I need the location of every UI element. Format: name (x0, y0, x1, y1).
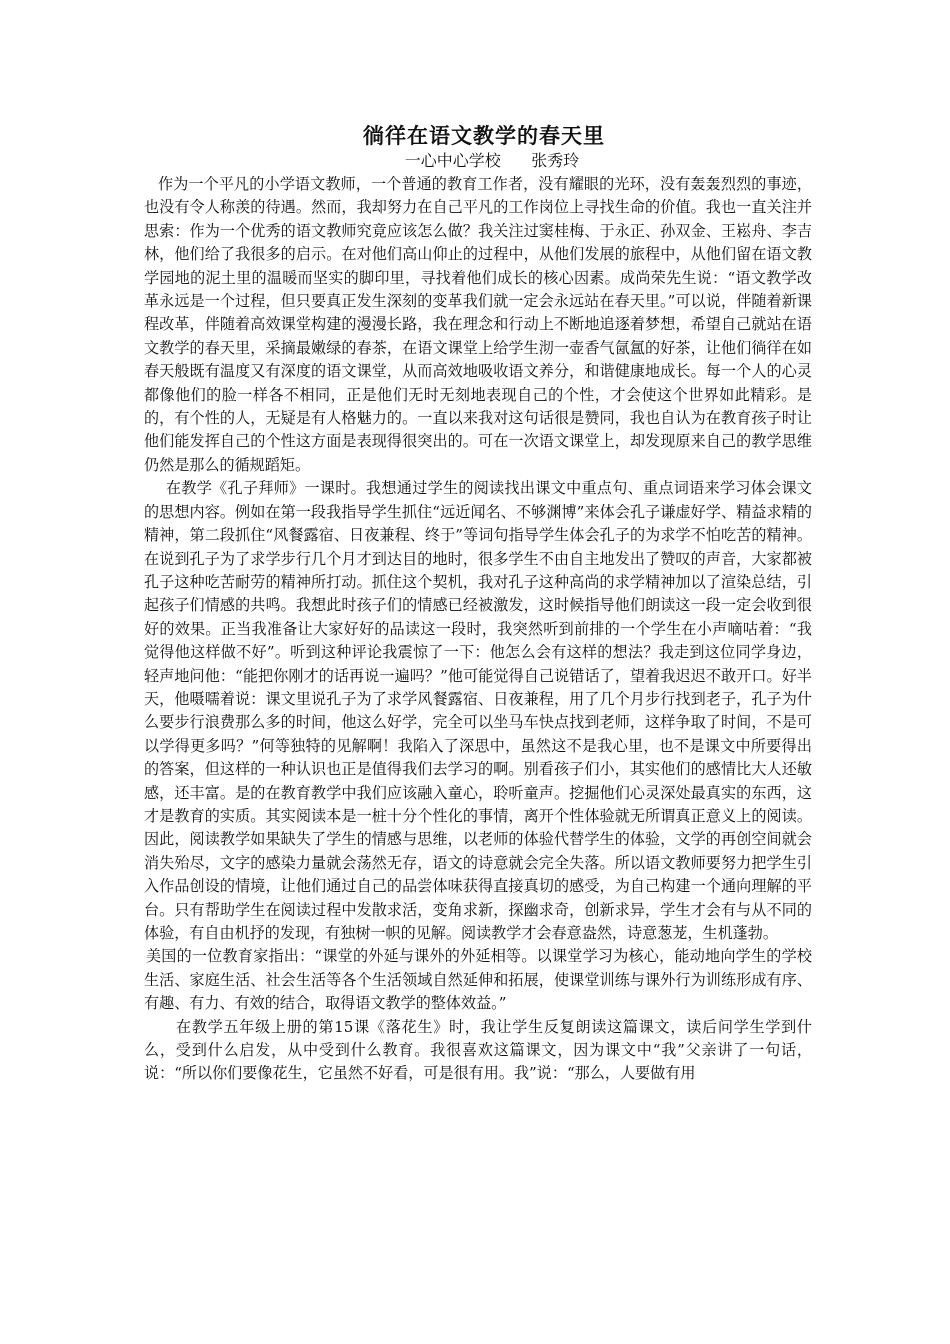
document-title: 徜徉在语文教学的春天里 (363, 123, 605, 148)
author-byline: 一心中心学校 张秀玲 (404, 151, 580, 170)
paragraph-intro: 作为一个平凡的小学语文教师，一个普通的教育工作者，没有耀眼的光环，没有轰轰烈烈的事迹，也没有令人称羡的待遇。然而，我却努力在自己平凡的工作岗位上寻找生命的价值。我也一直关注并思索：作为一个优秀的语文教师究竟应该怎么做？我关注过窦桂梅、于永正、孙双金、王崧舟、李吉林，他们给了我很多的启示。在对他们高山仰止的过程中，从他们发展的旅程中，从他们留在语文教学园地的泥土里的温暖而坚实的脚印里，寻找着他们成长的核心因素。成尚荣先生说：“语文教学改革永远是一个过程，但只要真正发生深刻的变革我们就一定会永远站在春天里。”可以说，伴随着新课程改革，伴随着高效课堂构建的漫漫长路，我在理念和行动上不断地追逐着梦想，希望自己就站在语文教学的春天里，采摘最嫩绿的春茶，在语文课堂上给学生沏一壶香气氤氲的好茶，让他们徜徉在如春天般既有温度又有深度的语文课堂，从而高效地吸收语文养分，和谐健康地成长。每一个人的心灵都像他们的脸一样各不相同，正是他们无时无刻地表现自己的个性，才会使这个世界如此精彩。是的，有个性的人，无疑是有人格魅力的。一直以来我对这句话很是赞同，我也自认为在教育孩子时让他们能发挥自己的个性这方面是表现得很突出的。可在一次语文课堂上，却发现原来自己的教学思维仍然是那么的循规蹈矩。 (144, 175, 812, 474)
paragraph-peanut-lesson: 在教学五年级上册的第15课《落花生》时，我让学生反复朗读这篇课文，读后问学生学到什么，受到什么启发，从中受到什么教育。我很喜欢这篇课文，因为课文中“我”父亲讲了一句话，说：“所以你们要像花生，它虽然不好看，可是很有用。我”说：“那么，人要做有用 (144, 1017, 812, 1083)
paragraph-educator-quote: 美国的一位教育家指出：“课堂的外延与课外的外延相等。以课堂学习为核心，能动地向学生的学校生活、家庭生活、社会生活等各个生活领域自然延伸和拓展，使课堂训练与课外行为训练形成有序、有趣、有力、有效的结合，取得语文教学的整体效益。” (144, 947, 812, 1013)
paragraph-confucius-lesson: 在教学《孔子拜师》一课时。我想通过学生的阅读找出课文中重点句、重点词语来学习体会课文的思想内容。例如在第一段我指导学生抓住“远近闻名、不够渊博”来体会孔子谦虚好学、精益求精的精神，第二段抓住“风餐露宿、日夜兼程、终于”等词句指导学生体会孔子的为求学不怕吃苦的精神。在说到孔子为了求学步行几个月才到达目的地时，很多学生不由自主地发出了赞叹的声音，大家都被孔子这种吃苦耐劳的精神所打动。抓住这个契机，我对孔子这种高尚的求学精神加以了渲染总结，引起孩子们情感的共鸣。我想此时孩子们的情感已经被激发，这时候指导他们朗读这一段一定会收到很好的效果。正当我准备让大家好好的品读这一段时，我突然听到前排的一个学生在小声嘀咕着：“我觉得他这样做不好”。听到这种评论我震惊了一下：他怎么会有这样的想法？我走到这位同学身边，轻声地问他：“能把你刚才的话再说一遍吗？”他可能觉得自己说错话了，望着我迟迟不敢开口。好半天，他嗫嚅着说：课文里说孔子为了求学风餐露宿、日夜兼程，用了几个月步行找到老子，孔子为什么要步行浪费那么多的时间，他这么好学，完全可以坐马车快点找到老师，这样争取了时间，不是可以学得更多吗？”何等独特的见解啊！我陷入了深思中，虽然这不是我心里，也不是课文中所要得出的答案，但这样的一种认识也正是值得我们去学习的啊。别看孩子们小，其实他们的感情比大人还敏感，还丰富。是的在教育教学中我们应该融入童心，聆听童声。挖掘他们心灵深处最真实的东西，这才是教育的实质。其实阅读本是一桩十分个性化的事情，离开个性体验就无所谓真正意义上的阅读。因此，阅读教学如果缺失了学生的情感与思维，以老师的体验代替学生的体验，文学的再创空间就会消失殆尽，文字的感染力量就会荡然无存，语文的诗意就会完全失落。所以语文教师要努力把学生引入作品创设的情境，让他们通过自己的品尝体味获得直接真切的感受，为自己构建一个通向理解的平台。只有帮助学生在阅读过程中发散求活，变角求新，探幽求奇，创新求异，学生才会有与从不同的体验，有自由机抒的发现，有独树一帜的见解。阅读教学才会春意盎然，诗意葱茏，生机蓬勃。 (144, 479, 812, 942)
document-body (144, 122, 812, 1086)
